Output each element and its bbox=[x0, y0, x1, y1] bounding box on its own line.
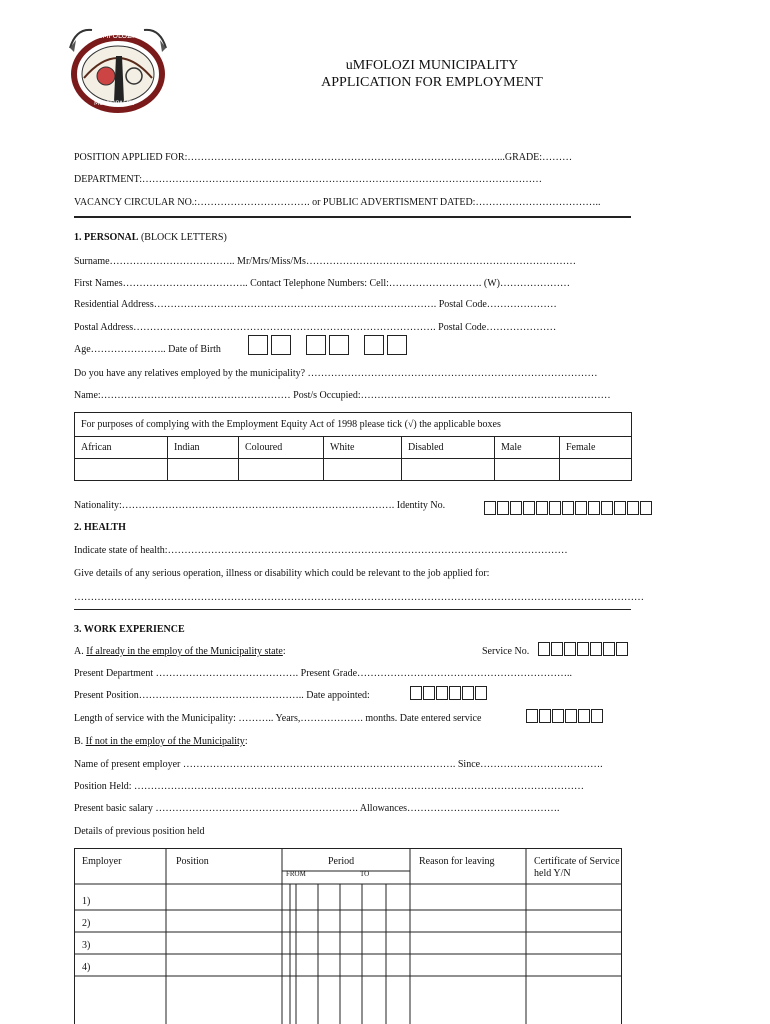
row-label-3: 3) bbox=[82, 940, 91, 951]
date-box[interactable] bbox=[591, 709, 603, 723]
equity-tick-coloured[interactable] bbox=[239, 459, 324, 481]
row-label-4: 4) bbox=[82, 962, 91, 973]
work-b-colon: : bbox=[244, 736, 248, 747]
id-box[interactable] bbox=[562, 501, 574, 515]
work-heading-title: 3. WORK EXPERIENCE bbox=[74, 624, 185, 635]
id-box[interactable] bbox=[575, 501, 587, 515]
row-label-2: 2) bbox=[82, 918, 91, 929]
service-no-box[interactable] bbox=[564, 642, 576, 656]
col-certificate: Certificate of Service held Y/N bbox=[534, 856, 620, 879]
logo-text-top: uMFOLOZI bbox=[98, 32, 135, 40]
date-box[interactable] bbox=[423, 686, 435, 700]
previous-position-label: Details of previous position held bbox=[74, 826, 205, 837]
personal-heading bbox=[74, 232, 227, 243]
id-box[interactable] bbox=[510, 501, 522, 515]
col-from: FROM bbox=[286, 870, 306, 878]
date-box[interactable] bbox=[565, 709, 577, 723]
col-period: Period bbox=[328, 856, 355, 867]
equity-tick-male[interactable] bbox=[495, 459, 560, 481]
personal-heading-title: 1. PERSONAL bbox=[74, 232, 139, 243]
age-dob-field[interactable]: Age………………….. Date of Birth bbox=[74, 344, 221, 355]
dob-box-3[interactable] bbox=[306, 335, 326, 355]
dob-box-1[interactable] bbox=[248, 335, 268, 355]
equity-tick-white[interactable] bbox=[324, 459, 402, 481]
id-box[interactable] bbox=[523, 501, 535, 515]
id-box[interactable] bbox=[640, 501, 652, 515]
nationality-field[interactable]: Nationality:………………………………………………………………………. Identity No. bbox=[74, 500, 446, 511]
dob-box-6[interactable] bbox=[387, 335, 407, 355]
work-a-prefix: A. bbox=[74, 646, 84, 657]
service-no-box[interactable] bbox=[551, 642, 563, 656]
date-box[interactable] bbox=[578, 709, 590, 723]
logo-text-bottom: MUNICIPALITY bbox=[94, 100, 136, 107]
surname-field[interactable]: Surname……………………………….. Mr/Mrs/Miss/Ms……………………………………………………………………… bbox=[74, 256, 576, 267]
col-employer: Employer bbox=[82, 856, 122, 867]
dob-box-4[interactable] bbox=[329, 335, 349, 355]
work-b-label bbox=[74, 736, 248, 747]
equity-tick-female[interactable] bbox=[560, 459, 632, 481]
date-box[interactable] bbox=[436, 686, 448, 700]
date-entered-boxes[interactable] bbox=[526, 707, 604, 725]
work-b-text: If not in the employ of the Municipality bbox=[85, 736, 245, 747]
date-box[interactable] bbox=[410, 686, 422, 700]
present-position-field[interactable]: Present Position………………………………………….. Date appointed: bbox=[74, 690, 370, 701]
work-a-text: If already in the employ of the Municipality state bbox=[86, 646, 283, 657]
work-a-colon: : bbox=[282, 646, 286, 657]
municipality-logo bbox=[62, 18, 174, 118]
divider bbox=[74, 216, 631, 218]
dob-box-2[interactable] bbox=[271, 335, 291, 355]
equity-col-coloured: Coloured bbox=[239, 437, 324, 459]
col-reason: Reason for leaving bbox=[419, 856, 495, 867]
date-box[interactable] bbox=[475, 686, 487, 700]
residential-address-field[interactable]: Residential Address…………………………………………………………………………. Postal Code………………… bbox=[74, 299, 557, 310]
service-no-box[interactable] bbox=[538, 642, 550, 656]
equity-tick-african[interactable] bbox=[75, 459, 168, 481]
vacancy-field[interactable]: VACANCY CIRCULAR NO.:……………………………. or PUBLIC ADVERTISMENT DATED:……………………………….. bbox=[74, 197, 601, 208]
position-applied-field[interactable]: POSITION APPLIED FOR:…………………………………………………………………………………...GRADE:……… bbox=[74, 152, 573, 163]
col-position: Position bbox=[176, 856, 209, 867]
id-box[interactable] bbox=[614, 501, 626, 515]
id-box[interactable] bbox=[601, 501, 613, 515]
page-title-line2: APPLICATION FOR EMPLOYMENT bbox=[321, 75, 543, 90]
id-box[interactable] bbox=[627, 501, 639, 515]
equity-col-indian: Indian bbox=[168, 437, 239, 459]
date-box[interactable] bbox=[526, 709, 538, 723]
service-no-boxes[interactable] bbox=[538, 640, 629, 658]
service-no-label: Service No. bbox=[482, 646, 530, 657]
page-title-line1: uMFOLOZI MUNICIPALITY bbox=[345, 58, 519, 73]
work-heading bbox=[74, 624, 185, 635]
health-state-field[interactable]: Indicate state of health:………………………………………………………………………………………………………… bbox=[74, 545, 568, 556]
equity-col-white: White bbox=[324, 437, 402, 459]
equity-col-disabled: Disabled bbox=[402, 437, 495, 459]
id-box[interactable] bbox=[549, 501, 561, 515]
health-details-label: Give details of any serious operation, illness or disability which could be relevant to the job applied for: bbox=[74, 568, 490, 579]
service-no-box[interactable] bbox=[577, 642, 589, 656]
equity-table bbox=[74, 412, 632, 481]
equity-tick-indian[interactable] bbox=[168, 459, 239, 481]
identity-number-boxes[interactable] bbox=[484, 499, 653, 517]
id-box[interactable] bbox=[484, 501, 496, 515]
basic-salary-field[interactable]: Present basic salary ……………………………………………………. Allowances………………………………………. bbox=[74, 803, 560, 814]
id-box[interactable] bbox=[536, 501, 548, 515]
service-no-box[interactable] bbox=[603, 642, 615, 656]
date-box[interactable] bbox=[539, 709, 551, 723]
health-heading bbox=[74, 522, 126, 533]
name-post-field[interactable]: Name:………………………………………………… Post/s Occupied:………………………………………………………………… bbox=[74, 390, 611, 401]
date-appointed-boxes[interactable] bbox=[410, 684, 488, 702]
id-box[interactable] bbox=[588, 501, 600, 515]
health-heading-title: 2. HEALTH bbox=[74, 522, 126, 533]
length-of-service-field[interactable]: Length of service with the Municipality: ……….. Years,………………. months. Date entered service bbox=[74, 713, 482, 724]
service-no-box[interactable] bbox=[616, 642, 628, 656]
postal-address-field[interactable]: Postal Address………………………………………………………………………………. Postal Code………………… bbox=[74, 322, 557, 333]
dob-box-5[interactable] bbox=[364, 335, 384, 355]
col-to: TO bbox=[360, 870, 370, 878]
date-box[interactable] bbox=[449, 686, 461, 700]
equity-col-female: Female bbox=[560, 437, 632, 459]
first-names-field[interactable]: First Names……………………………….. Contact Telephone Numbers: Cell:………………………. (W)………………… bbox=[74, 278, 571, 289]
work-b-prefix: B. bbox=[74, 736, 84, 747]
date-box[interactable] bbox=[462, 686, 474, 700]
relatives-field[interactable]: Do you have any relatives employed by the municipality? …………………………………………………………………………… bbox=[74, 368, 598, 379]
health-details-field[interactable]: ……………………………………………………………………………………………………………………………………………………… bbox=[74, 592, 644, 603]
divider bbox=[74, 609, 631, 610]
id-box[interactable] bbox=[497, 501, 509, 515]
equity-tick-disabled[interactable] bbox=[402, 459, 495, 481]
department-field[interactable]: DEPARTMENT:………………………………………………………………………………………………………… bbox=[74, 174, 542, 185]
present-department-field[interactable]: Present Department ……………………………………. Present Grade……………………………………………………….. bbox=[74, 668, 573, 679]
service-no-box[interactable] bbox=[590, 642, 602, 656]
present-employer-field[interactable]: Name of present employer ………………………………………………………………………. Since………………………………. bbox=[74, 759, 603, 770]
row-label-1: 1) bbox=[82, 896, 91, 907]
equity-col-male: Male bbox=[495, 437, 560, 459]
position-held-field[interactable]: Position Held: ……………………………………………………………………………………………………………………… bbox=[74, 781, 585, 792]
equity-note: For purposes of complying with the Employment Equity Act of 1998 please tick (√) the applicable boxes bbox=[75, 413, 632, 437]
personal-heading-sub: (BLOCK LETTERS) bbox=[140, 232, 227, 243]
date-box[interactable] bbox=[552, 709, 564, 723]
work-a-label bbox=[74, 646, 286, 657]
equity-col-african: African bbox=[75, 437, 168, 459]
previous-positions-table bbox=[74, 848, 622, 1024]
